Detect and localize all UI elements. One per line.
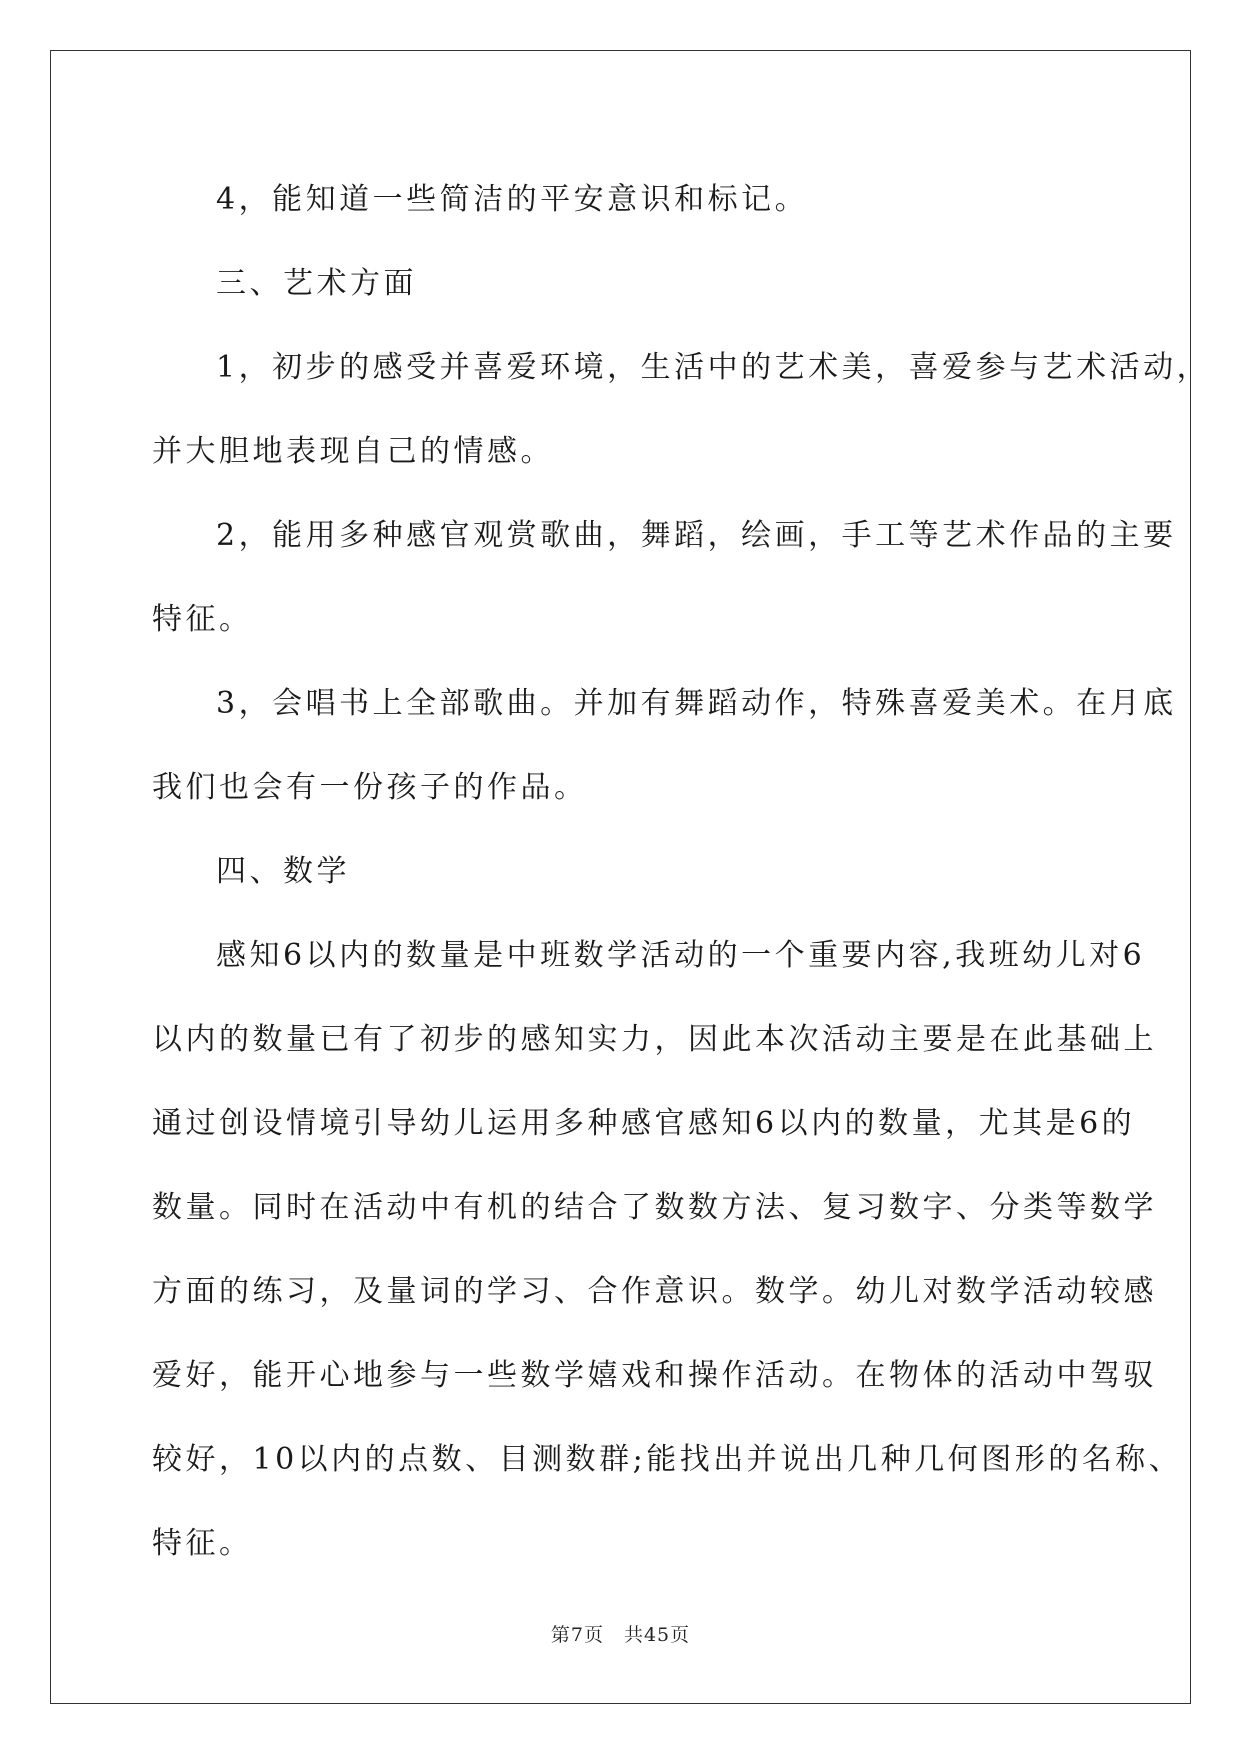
text-line: 3，会唱书上全部歌曲。并加有舞蹈动作，特殊喜爱美术。在月底 <box>216 686 1177 721</box>
text-line: 爱好，能开心地参与一些数学嬉戏和操作活动。在物体的活动中驾驭 <box>152 1358 1157 1393</box>
heading-math <box>152 830 1087 914</box>
paragraph-art-item-3 <box>152 662 1177 830</box>
paragraph-art-item-1 <box>152 326 1211 494</box>
text-line: 较好，10以内的点数、目测数群;能找出并说出几种几何图形的名称、 <box>152 1442 1183 1477</box>
page-footer <box>0 1620 1241 1647</box>
text-line: 4，能知道一些简洁的平安意识和标记。 <box>216 182 809 217</box>
page-total: 共45页 <box>623 1624 691 1646</box>
document-body <box>152 158 1211 1586</box>
page-number: 第7页 <box>550 1624 604 1646</box>
text-line: 1，初步的感受并喜爱环境，生活中的艺术美，喜爱参与艺术活动， <box>216 350 1211 385</box>
text-line: 以内的数量已有了初步的感知实力，因此本次活动主要是在此基础上 <box>152 1022 1157 1057</box>
text-line: 通过创设情境引导幼儿运用多种感官感知6以内的数量，尤其是6的 <box>152 1106 1136 1141</box>
text-line: 我们也会有一份孩子的作品。 <box>152 770 588 805</box>
paragraph-math-body <box>152 914 1183 1586</box>
text-line: 并大胆地表现自己的情感。 <box>152 434 554 469</box>
text-line: 三、艺术方面 <box>216 266 417 301</box>
text-line: 特征。 <box>152 1526 253 1561</box>
text-line: 四、数学 <box>216 854 350 889</box>
text-line: 感知6以内的数量是中班数学活动的一个重要内容,我班幼儿对6 <box>216 938 1146 973</box>
text-line: 方面的练习，及量词的学习、合作意识。数学。幼儿对数学活动较感 <box>152 1274 1157 1309</box>
heading-art <box>152 242 1087 326</box>
text-line: 数量。同时在活动中有机的结合了数数方法、复习数字、分类等数学 <box>152 1190 1157 1225</box>
text-line: 特征。 <box>152 602 253 637</box>
text-line: 2，能用多种感官观赏歌曲，舞蹈，绘画，手工等艺术作品的主要 <box>216 518 1177 553</box>
paragraph-art-item-2 <box>152 494 1177 662</box>
paragraph-safety-item-4 <box>152 158 1087 242</box>
